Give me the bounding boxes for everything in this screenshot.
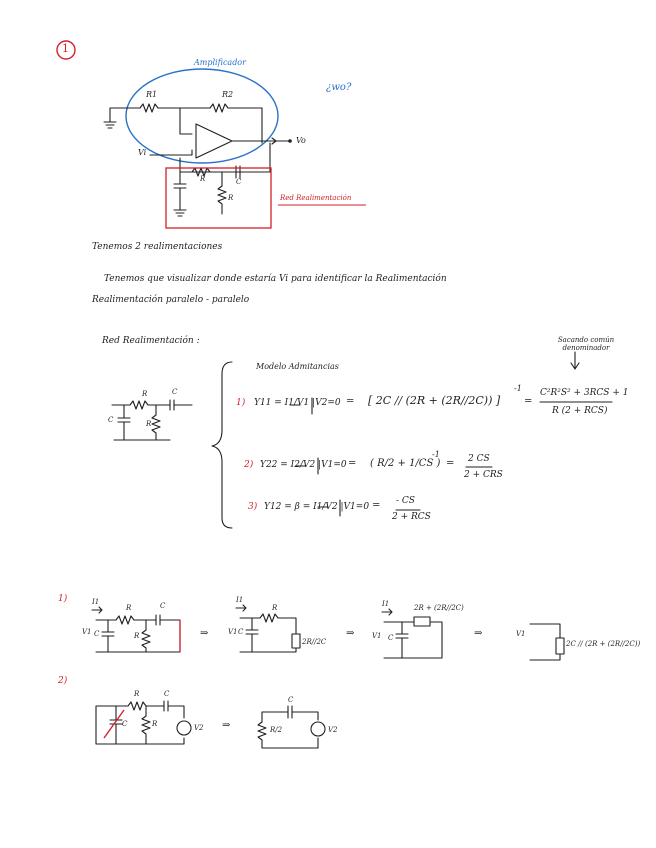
bottom1-i1-b: I1 <box>236 596 244 604</box>
bottom2-c-b: C <box>288 696 294 704</box>
label-r1: R1 <box>146 90 158 99</box>
eq1-lhs: Y11 = I1/V1 |V2=0 <box>254 398 341 408</box>
bottom2-circuit-b <box>258 706 318 748</box>
bottom1-c: C <box>160 602 166 610</box>
bottom2-arrow: ⇒ <box>222 720 231 731</box>
eq1-bracket: [ 2C // (2R + (2R//2C)) ] <box>368 394 501 407</box>
problem-number: 1 <box>62 42 69 55</box>
eq3-lhs: Y12 = β = I1/V2 |V1=0 <box>264 502 370 512</box>
eq2-paren: ( R/2 + 1/CS ) <box>370 458 441 469</box>
bottom1-i1: I1 <box>92 598 100 606</box>
eq2-number: 2) <box>244 460 254 470</box>
bottom2-cross <box>104 710 124 738</box>
bottom2-r: R <box>134 690 140 698</box>
bottom2-v2-b: V2 <box>328 726 338 734</box>
eq2-equals2: = <box>446 458 455 469</box>
bottom1-i1-arrow-b <box>236 605 246 611</box>
eq3-equals: = <box>372 500 381 511</box>
bottom1-r: R <box>126 604 132 612</box>
mid-label-c-left: C <box>108 416 114 424</box>
bottom2-source-b <box>311 722 325 736</box>
bottom2-number: 2) <box>58 676 68 686</box>
feedback-network-wires <box>174 166 240 216</box>
label-fb-c: C <box>236 178 242 186</box>
bottom1-arrow-1: ⇒ <box>200 628 209 639</box>
label-r2: R2 <box>222 90 234 99</box>
bottom1-v1-c: V1 <box>372 632 382 640</box>
bottom1-number: 1) <box>58 594 68 604</box>
text-two-feedbacks: Tenemos 2 realimentaciones <box>92 242 223 252</box>
eq3-result-denominator: 2 + RCS <box>392 512 431 522</box>
question-wo: ¿wo? <box>326 82 352 93</box>
vo-node <box>288 139 292 143</box>
eq2-lhs: Y22 = I2/V2 |V1=0 <box>260 460 347 470</box>
feedback-network-box <box>166 168 271 228</box>
curly-brace <box>212 362 232 528</box>
bottom2-circuit-a <box>96 701 184 744</box>
text-visualize: Tenemos que visualizar donde estaría Vi para identificar la Realimentación <box>104 274 447 284</box>
bottom2-r-half: R/2 <box>270 726 283 734</box>
bottom1-v1-d: V1 <box>516 630 526 638</box>
feedback-network-label: Red Realimentación <box>280 194 352 202</box>
bottom1-r-mid: R <box>134 632 140 640</box>
label-vo: Vo <box>296 136 306 145</box>
label-fb-r2: R <box>228 194 234 202</box>
text-model: Modelo Admitancias <box>256 362 339 371</box>
bottom1-z4: 2C // (2R + (2R//2C)) <box>566 640 641 648</box>
bottom1-z2: 2R//2C <box>302 638 327 646</box>
eq2-result-denominator: 2 + CRS <box>464 470 503 480</box>
bottom1-box-b <box>292 634 300 648</box>
bottom1-arrow-3: ⇒ <box>474 628 483 639</box>
text-feedback-title: Red Realimentación : <box>102 336 200 346</box>
text-note: Sacando común denominador <box>557 336 615 352</box>
eq1-result-denominator: R (2 + RCS) <box>552 406 608 416</box>
bottom1-circuit-d <box>530 624 560 660</box>
amplifier-ellipse <box>126 69 278 163</box>
bottom1-r-b: R <box>272 604 278 612</box>
mid-label-r-right: R <box>146 420 152 428</box>
eq3-result-numerator: - CS <box>396 496 415 506</box>
eq1-result-numerator: C²R²S² + 3RCS + 1 <box>540 388 629 398</box>
bottom1-box-c <box>414 617 430 626</box>
top-circuit-wires <box>104 104 290 172</box>
bottom2-source-a <box>177 721 191 735</box>
eq1-equals2: = <box>524 396 533 407</box>
eq1-equals: = <box>346 396 355 407</box>
bottom1-c-b: C <box>238 628 244 636</box>
bottom2-r-mid: R <box>152 720 158 728</box>
bottom1-c-c: C <box>388 634 394 642</box>
text-parallel: Realimentación paralelo - paralelo <box>92 295 250 305</box>
eq2-result-numerator: 2 CS <box>468 454 490 464</box>
bottom1-v1: V1 <box>82 628 92 636</box>
eq3-number: 3) <box>248 502 258 512</box>
amplifier-label: Amplificador <box>194 58 246 67</box>
bottom1-i1-arrow-c <box>382 609 392 615</box>
vo-arrow <box>272 138 276 144</box>
bottom2-v2-a: V2 <box>194 724 204 732</box>
eq2-exponent: -1 <box>432 450 440 459</box>
mid-circuit-wires <box>112 400 192 440</box>
label-vi-top: Vi <box>138 148 147 157</box>
eq1-number: 1) <box>236 398 246 408</box>
eq1-exponent: -1 <box>514 384 522 393</box>
bottom1-c-left: C <box>94 630 100 638</box>
bottom1-i1-arrow <box>92 607 102 613</box>
bottom1-box-d <box>556 638 564 654</box>
mid-label-r: R <box>142 390 148 398</box>
mid-label-c-top: C <box>172 388 178 396</box>
label-fb-r: R <box>200 175 206 183</box>
bottom2-c-left: C <box>122 720 128 728</box>
bottom1-v1-b: V1 <box>228 628 238 636</box>
bottom1-arrow-2: ⇒ <box>346 628 355 639</box>
bottom1-z3: 2R + (2R//2C) <box>414 604 464 612</box>
bottom2-c: C <box>164 690 170 698</box>
bottom1-circuit-b <box>240 614 296 652</box>
note-arrow <box>571 352 579 369</box>
bottom1-i1-c: I1 <box>382 600 390 608</box>
eq2-equals: = <box>348 458 357 469</box>
